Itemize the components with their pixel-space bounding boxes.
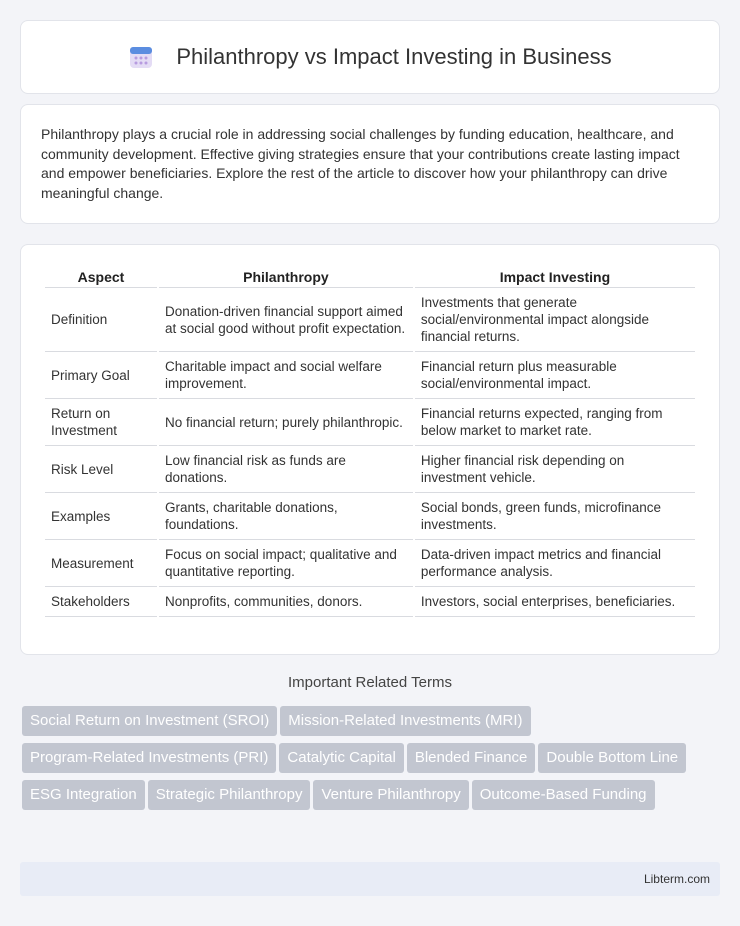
page-header — [20, 20, 720, 94]
comparison-table — [43, 265, 697, 617]
calendar-icon — [128, 44, 154, 70]
related-term-tag[interactable]: Catalytic Capital — [279, 743, 403, 773]
philanthropy-cell: Low financial risk as funds are donations. — [159, 446, 413, 493]
philanthropy-cell: Nonprofits, communities, donors. — [159, 587, 413, 617]
footer — [20, 862, 720, 896]
aspect-cell: Stakeholders — [45, 587, 157, 617]
aspect-cell: Primary Goal — [45, 352, 157, 399]
page-title: Philanthropy vs Impact Investing in Business — [176, 44, 612, 69]
philanthropy-cell: Charitable impact and social welfare improvement. — [159, 352, 413, 399]
column-header: Philanthropy — [159, 265, 413, 288]
related-terms-title: Important Related Terms — [288, 674, 452, 691]
intro-section — [20, 104, 720, 224]
impact-investing-cell: Investors, social enterprises, beneficiaries. — [415, 587, 695, 617]
column-header: Impact Investing — [415, 265, 695, 288]
table-row — [45, 352, 695, 399]
table-row — [45, 399, 695, 446]
impact-investing-cell: Data-driven impact metrics and financial performance analysis. — [415, 540, 695, 587]
related-terms-list — [22, 706, 722, 817]
related-term-tag[interactable]: Mission-Related Investments (MRI) — [280, 706, 530, 736]
related-term-tag[interactable]: Program-Related Investments (PRI) — [22, 743, 276, 773]
footer-link[interactable]: Libterm.com — [643, 872, 710, 886]
related-term-tag[interactable]: Social Return on Investment (SROI) — [22, 706, 277, 736]
impact-investing-cell: Financial return plus measurable social/environmental impact. — [415, 352, 695, 399]
aspect-cell: Risk Level — [45, 446, 157, 493]
comparison-section — [20, 244, 720, 655]
philanthropy-cell: No financial return; purely philanthropic. — [159, 399, 413, 446]
philanthropy-cell: Grants, charitable donations, foundations. — [159, 493, 413, 540]
aspect-cell: Measurement — [45, 540, 157, 587]
table-row — [45, 493, 695, 540]
intro-text: Philanthropy plays a crucial role in addressing social challenges by funding education, healthcare, and community development. Effective giving strategies ensure that your contributions create lasting impact and empower beneficiaries. Explore the rest of the article to discover how your philanthropy can drive meaningful change. — [41, 126, 680, 201]
aspect-cell: Examples — [45, 493, 157, 540]
table-row — [45, 446, 695, 493]
related-term-tag[interactable]: Double Bottom Line — [538, 743, 686, 773]
aspect-cell: Return on Investment — [45, 399, 157, 446]
aspect-cell: Definition — [45, 288, 157, 352]
table-row — [45, 587, 695, 617]
philanthropy-cell: Donation-driven financial support aimed at social good without profit expectation. — [159, 288, 413, 352]
column-header: Aspect — [45, 265, 157, 288]
related-term-tag[interactable]: Outcome-Based Funding — [472, 780, 655, 810]
impact-investing-cell: Financial returns expected, ranging from below market to market rate. — [415, 399, 695, 446]
related-term-tag[interactable]: Venture Philanthropy — [313, 780, 468, 810]
table-row — [45, 288, 695, 352]
philanthropy-cell: Focus on social impact; qualitative and quantitative reporting. — [159, 540, 413, 587]
impact-investing-cell: Social bonds, green funds, microfinance investments. — [415, 493, 695, 540]
table-header-row — [45, 265, 695, 288]
related-term-tag[interactable]: Strategic Philanthropy — [148, 780, 311, 810]
related-term-tag[interactable]: Blended Finance — [407, 743, 536, 773]
impact-investing-cell: Investments that generate social/environmental impact alongside financial returns. — [415, 288, 695, 352]
table-row — [45, 540, 695, 587]
impact-investing-cell: Higher financial risk depending on investment vehicle. — [415, 446, 695, 493]
related-term-tag[interactable]: ESG Integration — [22, 780, 145, 810]
